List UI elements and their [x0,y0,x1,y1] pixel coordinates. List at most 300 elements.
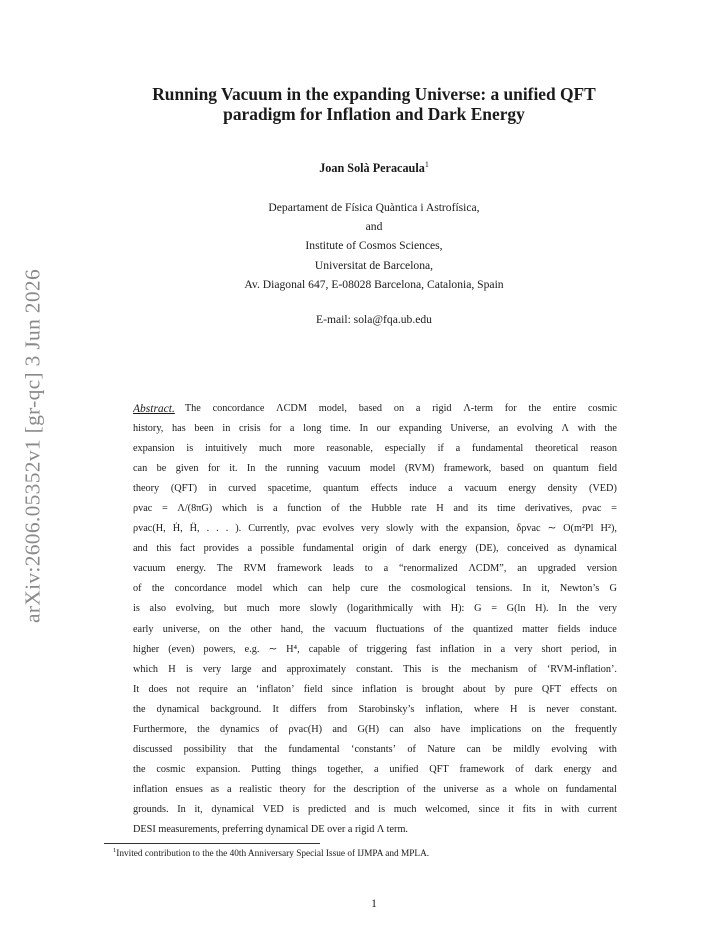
abstract-word: early [133,623,154,635]
abstract-line-text [133,780,617,800]
abstract-line-text [133,559,617,579]
abstract-word: an [498,423,509,435]
abstract-line [133,579,617,599]
abstract-word: on [533,463,544,475]
abstract-word: pure [514,683,533,695]
abstract-word: running [286,463,319,475]
author-name: Joan Solà Peracaula [319,161,425,176]
abstract-word: the [604,423,617,435]
abstract-word: powers, [203,643,236,655]
abstract-word: the [333,783,346,795]
page-number: 1 [371,898,377,910]
abstract-word: . [206,523,210,535]
abstract-word: fast [416,643,431,655]
abstract-word: (RVM) [404,463,435,475]
abstract-word: large [231,663,252,675]
abstract-word: since [478,803,500,815]
abstract-word: a [500,643,506,655]
abstract-word: universe, [162,623,201,635]
abstract-word: hand, [280,623,304,635]
abstract-line-text [133,519,617,539]
abstract-word: given [175,463,199,475]
abstract-word: since [331,683,353,695]
abstract-line-text [133,479,617,499]
abstract-word: dynamical [574,543,617,555]
abstract-word: of [133,583,142,595]
abstract-word: density [547,483,578,495]
abstract-line-text [133,459,617,479]
abstract-word: the [445,523,459,535]
abstract-word: ρvac [582,503,602,515]
abstract-word: Nature [427,743,456,755]
abstract-word: concordance [174,583,227,595]
abstract-word: and [453,503,469,515]
abstract-word: the [133,703,146,715]
abstract-word: for [313,783,326,795]
abstract-word: vacuum [133,563,166,575]
abstract-word: the [528,403,542,414]
title-line-2: paradigm for Inflation and Dark Energy [223,104,525,124]
abstract-word: does [148,683,168,695]
abstract-word: our [376,423,391,435]
abstract-word: H [168,663,176,675]
abstract-word: the [264,743,278,755]
author [100,160,648,176]
abstract-word: is [405,683,413,695]
abstract-word: quantum [322,483,359,495]
abstract-label: Abstract. [133,403,175,415]
abstract-line [133,499,617,519]
abstract-line [133,439,617,459]
abstract-word: . [225,523,229,535]
abstract-word: of [269,723,279,735]
abstract-word: very [361,523,380,535]
abstract-line [133,479,617,499]
abstract-line [133,700,617,720]
abstract-word: G(H) [357,723,380,735]
abstract-word: a [247,543,252,555]
abstract-word: on [393,403,405,414]
abstract-word: a [226,783,232,795]
abstract-word: ∼ [268,643,278,655]
abstract-word: Starobinsky’s [358,703,415,715]
abstract-word: can [133,463,148,475]
abstract-word: cosmological [411,583,466,595]
abstract-word: very [514,643,533,655]
abstract-line-text [185,399,617,419]
abstract-word: never [546,703,570,715]
abstract-word: can [307,583,323,595]
abstract-word: of [515,763,524,775]
abstract-word: by [494,683,506,695]
abstract-word: the [312,623,325,635]
abstract-word: approximately [286,663,346,675]
abstract-word: the [264,463,278,475]
abstract-word: fundamental [302,543,354,555]
abstract-word: cosmic [156,763,186,775]
abstract-word: mechanism [471,663,518,675]
abstract-word: a [289,423,295,435]
abstract [133,399,617,840]
abstract-word: but [223,603,238,615]
abstract-word: discussed [133,743,173,755]
abstract-word: fields [557,623,581,635]
abstract-word: is [133,603,140,615]
abstract-line [133,419,617,439]
abstract-word: ΛCDM”, [468,563,507,575]
abstract-word: the [448,663,462,675]
abstract-word: version [586,563,617,575]
abstract-word: slowly [309,603,338,615]
abstract-word: background. [210,703,262,715]
abstract-word: in [483,643,492,655]
abstract-word: inflation [439,643,475,655]
abstract-word: is [186,443,194,455]
abstract-word: of [528,663,537,675]
abstract-line-text [133,620,617,640]
abstract-word: of [406,783,416,795]
abstract-word: H⁴, [286,643,300,655]
abstract-word: as [557,543,566,555]
abstract-word: for [207,463,220,475]
abstract-word: especially [384,443,426,455]
abstract-word: its [477,503,488,515]
abstract-word: be [156,463,167,475]
abstract-word: to [364,563,373,575]
abstract-word: Newton’s [559,583,600,595]
abstract-word: Λ-term [463,403,493,414]
abstract-line [133,780,617,800]
abstract-word: ‘inflaton’ [255,683,295,695]
abstract-word: on [606,683,617,695]
abstract-word: based [500,463,524,475]
abstract-word: dynamics [219,723,260,735]
abstract-word: has [172,423,186,435]
abstract-word: which [272,583,298,595]
abstract-word: theoretical [535,443,579,455]
abstract-word: inflation, [425,703,463,715]
abstract-word: in [222,423,231,435]
abstract-word: capable [308,643,340,655]
abstract-word: ρvac(H, [133,523,166,535]
abstract-line-text [133,660,617,680]
abstract-line [133,640,617,660]
abstract-word: possible [260,543,295,555]
abstract-word: energy [508,483,537,495]
abstract-word: this [156,543,172,555]
abstract-word: Ḣ, [172,523,183,535]
abstract-word: from [327,703,348,715]
abstract-word: . [216,523,219,535]
affiliation-line: Institute of Cosmos Sciences, [305,239,443,253]
abstract-word: e.g. [244,643,260,655]
abstract-word: a [415,403,421,414]
abstract-line [133,720,617,740]
abstract-word: can [389,723,404,735]
abstract-word: on [531,723,542,735]
abstract-word: = [611,503,617,515]
abstract-word: G [474,603,482,615]
abstract-word: expansion [133,443,175,455]
abstract-line-text: DESI measurements, preferring dynamical DE over a rigid Λ term. [133,823,408,835]
abstract-word: the [451,623,464,635]
abstract-line [133,620,617,640]
abstract-word: effects [570,683,598,695]
abstract-word: the [228,623,242,635]
abstract-word: fact [179,543,196,555]
abstract-word: constant. [356,663,393,675]
abstract-word: help [332,583,351,595]
abstract-word: of [331,503,340,515]
abstract-word: Universe, [450,423,490,435]
abstract-word: with [561,803,580,815]
abstract-word: In [359,423,369,435]
abstract-word: expanding [399,423,442,435]
abstract-word: ∼ [547,523,557,535]
abstract-word: cosmic [587,403,617,414]
abstract-word: entire [552,403,577,414]
abstract-word: is [185,663,193,675]
abstract-word: on [209,623,220,635]
abstract-word: Currently, [248,523,290,535]
abstract-word: time. [330,423,351,435]
abstract-line-text [133,439,617,459]
abstract-word: evolving, [175,603,215,615]
abstract-word: fundamental [288,743,340,755]
abstract-line [133,680,617,700]
abstract-word: if [437,443,444,455]
abstract-word: tensions. [476,583,513,595]
abstract-word: G [609,583,617,595]
abstract-word: a [502,783,507,795]
abstract-word: “renormalized [399,563,458,575]
abstract-word: ‘constants’ [351,743,397,755]
abstract-word: In [522,583,532,595]
abstract-word: fits [522,803,536,815]
abstract-word: not [176,683,190,695]
abstract-word: field [303,683,323,695]
abstract-word: very [202,663,222,675]
footnote-rule [104,843,320,844]
abstract-word: provides [203,543,239,555]
abstract-word: ). [235,523,242,535]
abstract-word: (QFT) [170,483,198,495]
abstract-word: evolves [322,523,355,535]
abstract-word: a [383,563,389,575]
abstract-line-text [133,599,617,619]
abstract-word: ensues [175,783,203,795]
abstract-word: fundamental [472,443,524,455]
abstract-word: evolving [551,743,588,755]
abstract-word: In [558,603,567,615]
abstract-word: model, [318,403,347,414]
abstract-word: the [151,583,165,595]
abstract-word: things [291,763,317,775]
abstract-word: as [210,783,220,795]
abstract-word: Λ [561,423,569,435]
abstract-word: it, [194,803,203,815]
abstract-word: of [407,743,416,755]
abstract-word: where [473,703,499,715]
abstract-word: much [259,443,282,455]
abstract-word: of [349,643,358,655]
abstract-word: framework, [443,463,492,475]
abstract-word: in [544,803,553,815]
abstract-line-text [133,720,617,740]
abstract-line [133,459,617,479]
abstract-word: Λ/(8πG) [177,503,213,515]
abstract-word: rate [411,503,427,515]
abstract-word: with [420,523,439,535]
abstract-word: energy [439,543,467,555]
abstract-word: dynamical [211,803,255,815]
abstract-word: quantum [552,463,589,475]
abstract-word: description [353,783,400,795]
abstract-line-text [133,499,617,519]
affiliation-line: Universitat de Barcelona, [314,258,434,272]
abstract-word: of [395,543,404,555]
abstract-word: and [332,723,348,735]
abstract-word: intuitively [205,443,248,455]
abstract-word: In [177,803,186,815]
abstract-word: have [440,723,461,735]
abstract-word: with [577,423,596,435]
abstract-word: (logarithmically [347,603,414,615]
abstract-word: the [349,503,362,515]
abstract-word: long [303,423,322,435]
abstract-word: more [293,443,315,455]
abstract-word: G(ln [506,603,526,615]
abstract-word: is [378,803,386,815]
abstract-word: the [388,583,401,595]
abstract-word: the [197,723,210,735]
abstract-word: grounds. [133,803,169,815]
abstract-word: it, [541,583,550,595]
abstract-line [133,519,617,539]
abstract-word: more [279,603,301,615]
arxiv-identifier: arXiv:2606.05352v1 [gr-qc] 3 Jun 2026 [20,268,45,624]
abstract-word: inflation [133,783,168,795]
abstract-word: framework [459,763,505,775]
footnote-text: Invited contribution to the the 40th Anniversary Special Issue of IJMPA and MPLA. [116,849,430,860]
paper-title [100,84,648,124]
abstract-word: vacuum [464,483,497,495]
abstract-word: in [608,643,617,655]
abstract-line [133,599,617,619]
abstract-word: and [602,763,617,775]
abstract-line [133,820,617,840]
abstract-word: higher [133,643,160,655]
abstract-word: dark [412,543,431,555]
abstract-word: quantized [473,623,513,635]
abstract-word: the [576,603,590,615]
arxiv-stamp [0,0,60,932]
abstract-word: unified [389,763,419,775]
abstract-word: vacuum [334,623,367,635]
abstract-word: about [463,683,486,695]
abstract-word: concordance [212,403,265,414]
abstract-word: with [422,603,441,615]
affiliation-line: Av. Diagonal 647, E-08028 Barcelona, Catalonia, Spain [244,277,504,291]
abstract-word: upgraded [537,563,576,575]
abstract-word: which [133,663,159,675]
abstract-word: much [393,803,417,815]
abstract-line-text [133,579,617,599]
abstract-word: differs [289,703,317,715]
abstract-word: inflation [361,683,397,695]
abstract-word: which [221,503,247,515]
abstract-word: leads [332,563,354,575]
abstract-word: a [455,443,461,455]
abstract-word: energy [563,763,592,775]
abstract-word: period, [571,643,600,655]
abstract-word: is [431,663,439,675]
abstract-word: for [269,423,282,435]
abstract-word: induce [409,483,437,495]
abstract-line [133,660,617,680]
abstract-word: current [587,803,617,815]
abstract-word: together, [327,763,364,775]
abstract-word: it [508,803,514,815]
email: E-mail: sola@fqa.ub.edu [316,313,432,326]
affiliation-line: Departament de Física Quàntica i Astrofísica, [268,201,480,214]
abstract-word: theory [279,783,306,795]
abstract-word: RVM [243,563,267,575]
abstract-word: be [492,743,502,755]
abstract-word: is [528,703,536,715]
abstract-word: spacetime, [267,483,312,495]
abstract-word: crisis [239,423,261,435]
abstract-word: (VED) [588,483,617,495]
abstract-word: matter [522,623,549,635]
abstract-word: been [194,423,214,435]
abstract-word: model [369,463,396,475]
abstract-word: as [486,783,495,795]
footnote-mark: 1 [113,847,117,854]
abstract-word: QFT [541,683,562,695]
abstract-word: evolving [516,423,553,435]
abstract-line [133,760,617,780]
abstract-word: universe [443,783,479,795]
abstract-word: is [292,803,300,815]
abstract-word: Ḧ, [189,523,200,535]
abstract-word: and [133,543,148,555]
author-footnote-mark: 1 [424,160,429,169]
abstract-word: In [246,463,256,475]
abstract-line-text [133,700,617,720]
abstract-word: an [517,563,527,575]
abstract-word: QFT [429,763,449,775]
abstract-word: The [184,403,201,414]
abstract-word: cure [360,583,379,595]
abstract-word: dynamical [156,703,200,715]
abstract-line-text [133,539,617,559]
abstract-word: of [433,623,443,635]
abstract-word: Putting [251,763,281,775]
abstract-line-text [133,640,617,660]
abstract-word: also [413,723,431,735]
abstract-word: derivatives, [524,503,573,515]
abstract-word: Hubble [371,503,402,515]
abstract-word: the [552,723,565,735]
abstract-word: model [236,583,263,595]
abstract-word: implications [470,723,522,735]
abstract-word: This [403,663,422,675]
abstract-word: time [497,503,516,515]
footnote [113,847,429,859]
abstract-word: energy. [176,563,206,575]
abstract-line-text [133,740,617,760]
